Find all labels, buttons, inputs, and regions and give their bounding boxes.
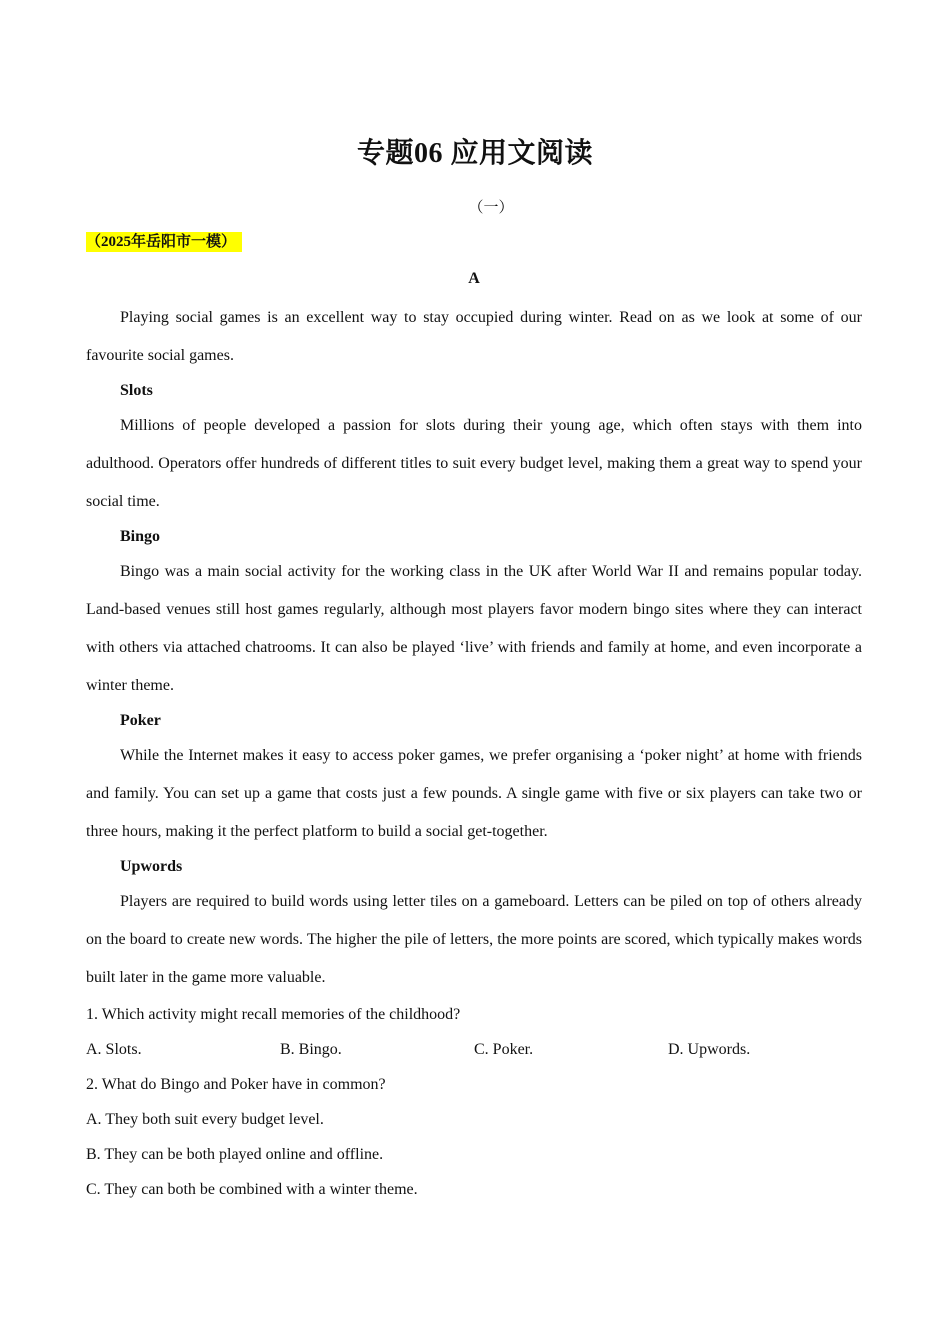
item-heading-poker: Poker [120, 712, 161, 729]
question-1-options [86, 1032, 862, 1067]
question-1-option-c: C. Poker. [474, 1041, 534, 1058]
item-text-upwords: Players are required to build words using letter tiles on a gameboard. Letters can be piled on top of others already on the board to create new words. The higher the pile of letters, the more points are scored, which typically makes words built later in the game more valuable. [86, 893, 862, 986]
page-title: 专题06 应用文阅读 [356, 138, 593, 169]
item-text-poker: While the Internet makes it easy to access poker games, we prefer organising a ‘poker night’ at home with friends and family. You can set up a game that costs just a few pounds. A single game with five or six players can take two or three hours, making it the perfect platform to build a social get-together. [86, 747, 862, 840]
question-2-option-a: A. They both suit every budget level. [86, 1111, 324, 1128]
section-number: （一） [468, 200, 514, 216]
passage-content [86, 264, 862, 1207]
question-1-option-a: A. Slots. [86, 1041, 142, 1058]
question-2-option-b: B. They can be both played online and offline. [86, 1146, 384, 1163]
question-1-option-d: D. Upwords. [668, 1041, 751, 1058]
question-2-stem: 2. What do Bingo and Poker have in common? [86, 1076, 386, 1093]
item-heading-upwords: Upwords [120, 858, 183, 875]
intro-paragraph: Playing social games is an excellent way to stay occupied during winter. Read on as we look at some of our favourite social games. [86, 309, 862, 364]
item-heading-slots: Slots [120, 382, 153, 399]
source-highlight: （2025年岳阳市一模） [86, 232, 242, 252]
passage-label: A [468, 270, 480, 287]
item-heading-bingo: Bingo [120, 528, 161, 545]
item-text-slots: Millions of people developed a passion for slots during their young age, which often stays with them into adulthood. Operators offer hundreds of different titles to suit every budget level, making them a great way to spend your social time. [86, 417, 862, 510]
item-text-bingo: Bingo was a main social activity for the working class in the UK after World War II and remains popular today. Land-based venues still host games regularly, although most players favor modern bingo sites where they can interact with others via attached chatrooms. It can also be played ‘live’ with friends and family at home, and even incorporate a winter theme. [86, 563, 862, 694]
question-1-stem: 1. Which activity might recall memories of the childhood? [86, 1006, 461, 1023]
question-1-option-b: B. Bingo. [280, 1041, 342, 1058]
question-2-option-c: C. They can both be combined with a winter theme. [86, 1181, 418, 1198]
